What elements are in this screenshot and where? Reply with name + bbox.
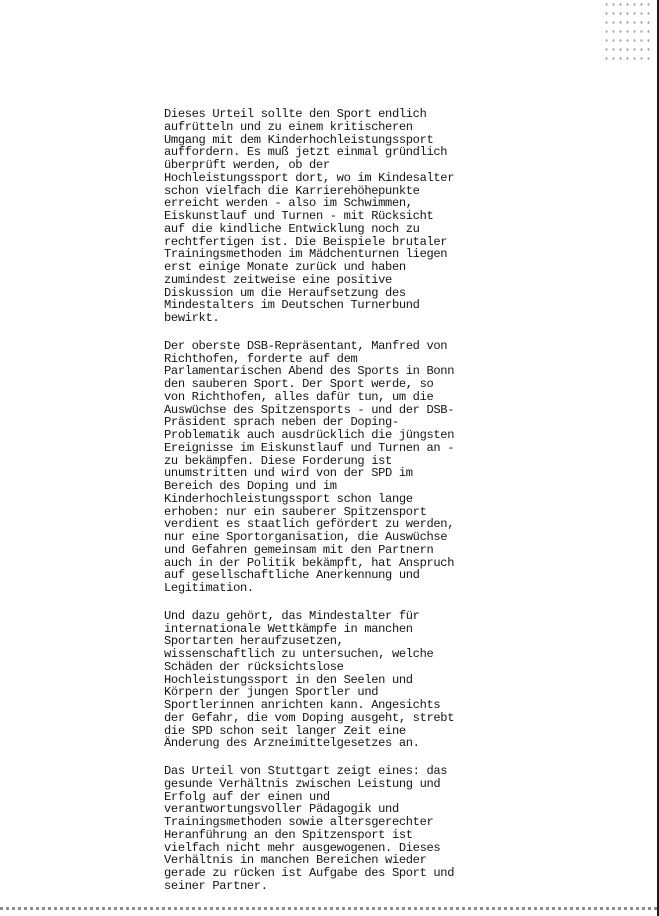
text-line: die SPD schon seit langer Zeit eine [164, 723, 406, 738]
text-line: unumstritten und wird von der SPD im [164, 466, 413, 481]
text-line: Präsident sprach neben der Doping- [164, 415, 399, 430]
paragraph-2 [164, 340, 472, 595]
text-line: internationale Wettkämpfe in manchen [164, 621, 413, 636]
text-line: aufrütteln und zu einem kritischeren [164, 119, 413, 134]
text-line: Der oberste DSB-Repräsentant, Manfred von [164, 338, 448, 353]
document-body [164, 108, 472, 908]
text-line: Das Urteil von Stuttgart zeigt eines: das [164, 764, 448, 778]
text-line: Schäden der rücksichtslose [164, 659, 344, 674]
text-line: nur eine Sportorganisation, die Auswüchse [164, 530, 448, 544]
text-line: erhoben: nur ein sauberer Spitzensport [164, 504, 427, 519]
text-line: erst einige Monate zurück und haben [164, 260, 406, 274]
text-line: wissenschaftlich zu untersuchen, welche [164, 647, 434, 661]
text-line: Problematik auch ausdrücklich die jüngsten [164, 428, 455, 442]
text-line: verantwortungsvoller Pädagogik und [164, 802, 399, 817]
text-line: gesunde Verhältnis zwischen Leistung und [164, 776, 441, 791]
text-line: Änderung des Arzneimittelgesetzes an. [164, 736, 420, 751]
paragraph-1 [164, 108, 472, 325]
text-line: Sportlerinnen anrichten kann. Angesichts [164, 698, 441, 712]
text-line: von Richthofen, alles dafür tun, um die [164, 389, 434, 404]
text-line: Parlamentarischen Abend des Sports in Bonn [164, 364, 455, 379]
text-line: zumindest zeitweise eine positive [164, 272, 392, 287]
text-line: überprüft werden, ob der [164, 158, 330, 172]
text-line: Diskussion um die Heraufsetzung des [164, 285, 406, 300]
text-line: Hochleistungssport dort, wo im Kindesalter [164, 170, 455, 185]
text-line: auffordern. Es muß jetzt einmal gründlich [164, 145, 448, 160]
text-line: Mindestalters im Deutschen Turnerbund [164, 298, 420, 313]
text-line: Dieses Urteil sollte den Sport endlich [164, 107, 427, 121]
text-line: Trainingsmethoden im Mädchenturnen liegen [164, 247, 448, 262]
text-line: Richthofen, forderte auf dem [164, 351, 358, 366]
text-line: schon vielfach die Karrierehöhepunkte [164, 183, 420, 198]
text-line: Hochleistungssport in den Seelen und [164, 672, 413, 687]
text-line: und Gefahren gemeinsam mit den Partnern [164, 542, 434, 557]
text-line: bewirkt. [164, 311, 220, 325]
text-line: rechtfertigen ist. Die Beispiele brutaler [164, 234, 448, 249]
scan-noise-top-right [603, 0, 653, 60]
text-line: auf die kindliche Entwicklung noch zu [164, 221, 420, 236]
text-line: der Gefahr, die vom Doping ausgeht, strebt [164, 710, 455, 725]
text-line: Erfolg auf der einen und [164, 789, 330, 804]
text-line: gerade zu rücken ist Aufgabe des Sport und [164, 866, 455, 880]
text-line: Auswüchse des Spitzensports - und der DSB- [164, 402, 455, 417]
text-line: Bereich des Doping und im [164, 479, 337, 493]
paragraph-4 [164, 765, 472, 893]
text-line: Trainingsmethoden sowie altersgerechter [164, 815, 434, 829]
text-line: seiner Partner. [164, 878, 268, 893]
text-line: verdient es staatlich gefördert zu werden, [164, 517, 455, 532]
text-line: Körpern der jungen Sportler und [164, 685, 379, 700]
text-line: auch in der Politik bekämpft, hat Anspruch [164, 555, 455, 570]
text-line: Ereignisse im Eiskunstlauf und Turnen an - [164, 440, 455, 455]
text-line: zu bekämpfen. Diese Forderung ist [164, 453, 392, 468]
text-line: auf gesellschaftliche Anerkennung und [164, 568, 420, 583]
text-line: Und dazu gehört, das Mindestalter für [164, 608, 420, 623]
text-line: Sportarten heraufzusetzen, [164, 634, 344, 649]
text-line: den sauberen Sport. Der Sport werde, so [164, 377, 434, 391]
text-line: Kinderhochleistungssport schon lange [164, 491, 413, 506]
paragraph-3 [164, 610, 472, 750]
text-line: Heranführung an den Spitzensport ist [164, 827, 413, 842]
text-line: erreicht werden - also im Schwimmen, [164, 196, 413, 211]
text-line: Eiskunstlauf und Turnen - mit Rücksicht [164, 209, 434, 223]
text-line: Verhältnis in manchen Bereichen wieder [164, 853, 427, 868]
text-line: Legitimation. [164, 581, 254, 595]
text-line: vielfach nicht mehr ausgewogenen. Dieses [164, 840, 441, 855]
text-line: Umgang mit dem Kinderhochleistungssport [164, 132, 434, 147]
